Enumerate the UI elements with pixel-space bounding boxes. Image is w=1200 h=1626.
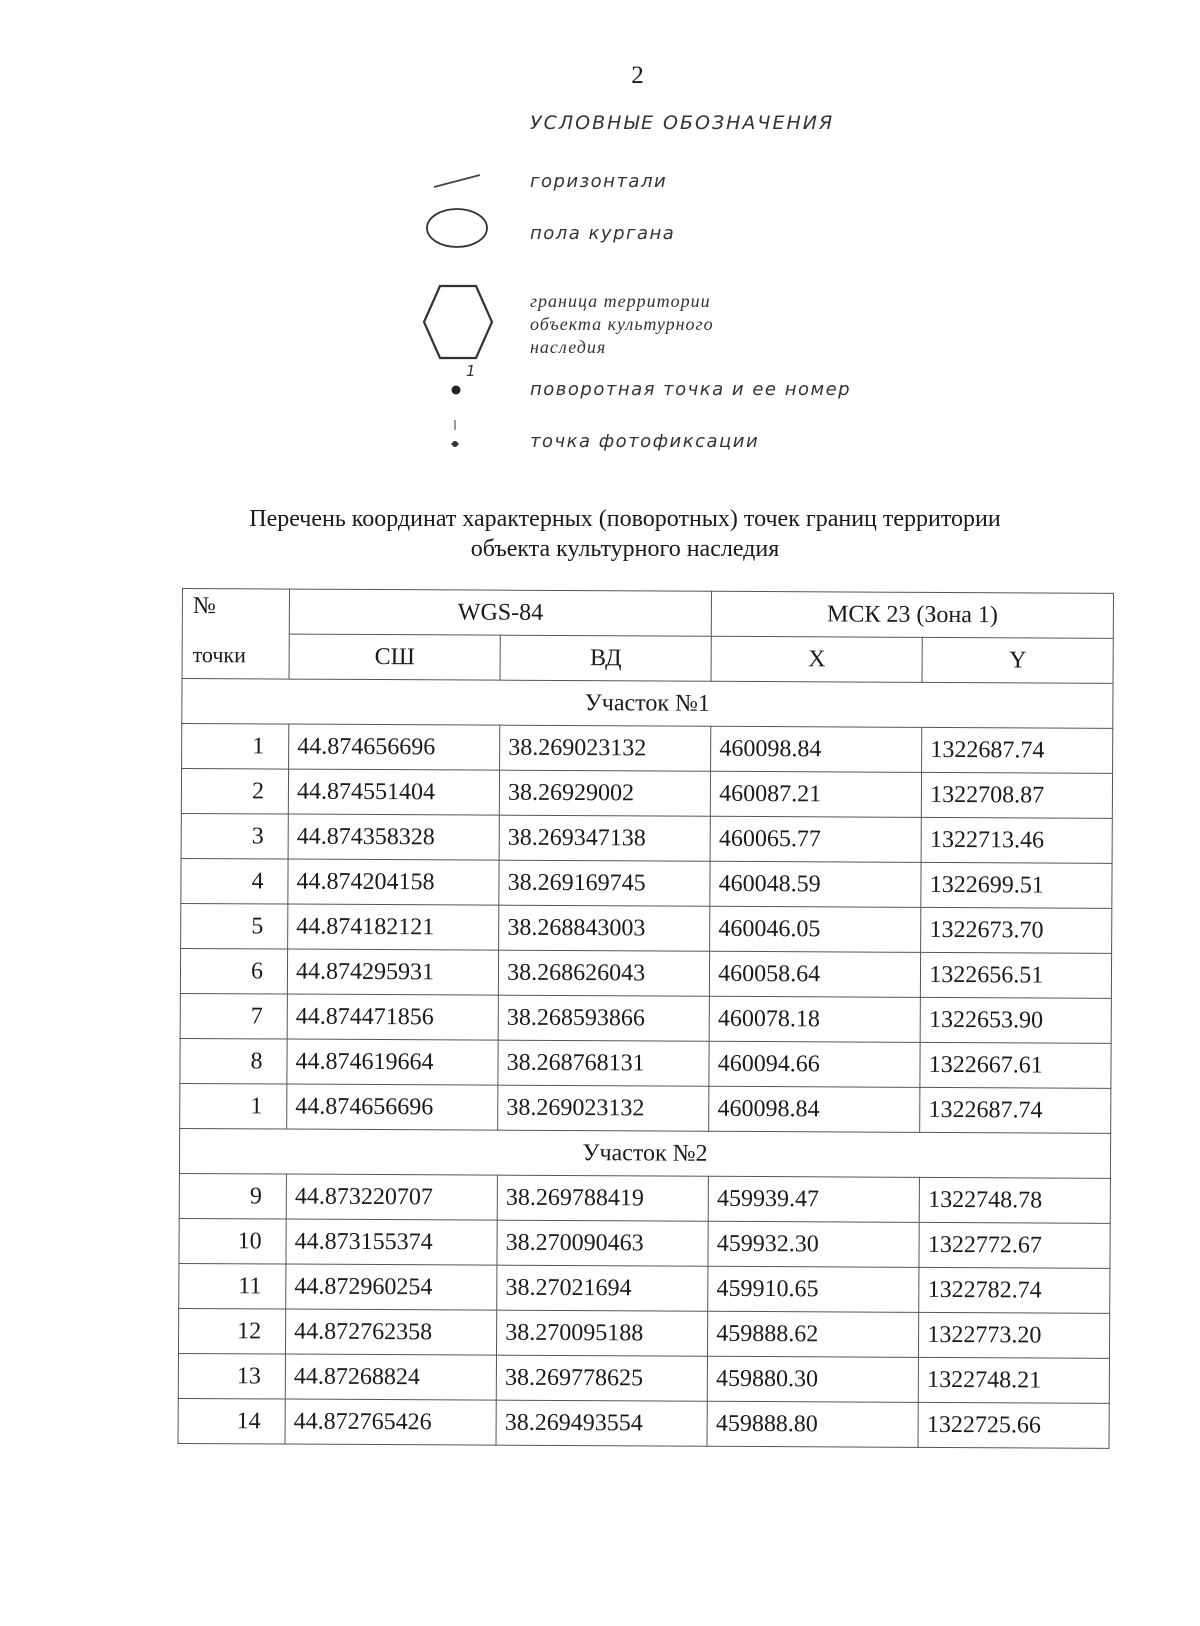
header-y: Y <box>922 637 1113 683</box>
cell-point: 12 <box>178 1308 285 1354</box>
table-row <box>181 903 1112 953</box>
cell-x: 459888.80 <box>707 1401 918 1447</box>
cell-point: 5 <box>181 903 288 949</box>
table-header-row <box>182 589 1113 639</box>
cell-x: 460094.66 <box>709 1041 920 1087</box>
cell-lon: 38.27021694 <box>497 1265 708 1311</box>
header-point-number <box>182 589 290 680</box>
table-row <box>181 769 1112 819</box>
hexagon-boundary-icon <box>420 282 496 362</box>
cell-lon: 38.270095188 <box>497 1310 708 1356</box>
cell-lat: 44.873220707 <box>286 1174 497 1220</box>
cell-x: 459932.30 <box>708 1221 919 1267</box>
cell-x: 460098.84 <box>709 1086 920 1132</box>
section-title: Участок №2 <box>179 1128 1110 1178</box>
cell-y: 1322708.87 <box>922 772 1113 818</box>
cell-point: 13 <box>178 1353 285 1399</box>
coordinates-table <box>178 588 1114 1449</box>
table-subheader-row <box>182 634 1113 684</box>
photo-point-icon <box>448 418 462 452</box>
table-row <box>179 1263 1110 1313</box>
cell-point: 3 <box>181 813 288 859</box>
cell-y: 1322653.90 <box>920 997 1111 1043</box>
cell-y: 1322782.74 <box>919 1267 1110 1313</box>
cell-lat: 44.874656696 <box>287 1084 498 1130</box>
table-row <box>181 858 1112 908</box>
table-row <box>181 813 1112 863</box>
table-row <box>180 993 1111 1043</box>
cell-lon: 38.268768131 <box>498 1040 709 1086</box>
cell-lon: 38.269023132 <box>498 1085 709 1131</box>
turning-point-number: 1 <box>466 362 478 380</box>
cell-x: 460058.64 <box>710 951 921 997</box>
coordinates-table-body <box>178 589 1113 1449</box>
header-point-number-symbol: № <box>192 593 216 620</box>
legend-label-boundary-3: наследия <box>530 337 607 357</box>
cell-y: 1322699.51 <box>921 862 1112 908</box>
header-x: X <box>711 636 922 682</box>
cell-lon: 38.269169745 <box>499 860 710 906</box>
cell-lon: 38.268626043 <box>499 950 710 996</box>
table-row <box>182 724 1113 774</box>
header-point-number-label: точки <box>192 642 246 668</box>
cell-point: 8 <box>180 1038 287 1084</box>
table-row <box>178 1308 1109 1358</box>
cell-x: 460046.05 <box>710 906 921 952</box>
header-longitude: ВД <box>500 635 711 681</box>
cell-point: 1 <box>180 1083 287 1129</box>
legend-label-boundary-1: граница территории <box>530 291 711 311</box>
cell-point: 1 <box>182 724 289 770</box>
cell-y: 1322713.46 <box>921 817 1112 863</box>
cell-point: 7 <box>180 993 287 1039</box>
contour-line-icon <box>432 172 482 190</box>
cell-point: 14 <box>178 1398 285 1444</box>
table-row <box>180 948 1111 998</box>
table-caption <box>150 504 1100 564</box>
cell-lat: 44.872762358 <box>286 1309 497 1355</box>
cell-lat: 44.874204158 <box>288 859 499 905</box>
cell-y: 1322772.67 <box>919 1222 1110 1268</box>
legend-label-contours: горизонтали <box>530 171 668 192</box>
table-caption-line-2: объекта культурного наследия <box>470 536 780 562</box>
table-row <box>180 1038 1111 1088</box>
cell-lat: 44.873155374 <box>286 1219 497 1265</box>
cell-point: 6 <box>180 948 287 994</box>
cell-lon: 38.269493554 <box>496 1400 707 1446</box>
cell-x: 459939.47 <box>708 1176 919 1222</box>
cell-y: 1322673.70 <box>921 907 1112 953</box>
cell-x: 460098.84 <box>711 726 922 772</box>
cell-lon: 38.269347138 <box>499 815 710 861</box>
legend-title: УСЛОВНЫЕ ОБОЗНАЧЕНИЯ <box>530 112 835 134</box>
cell-point: 4 <box>181 858 288 904</box>
cell-lon: 38.268593866 <box>498 995 709 1041</box>
cell-point: 9 <box>179 1173 286 1219</box>
header-latitude: СШ <box>289 634 500 680</box>
cell-lat: 44.874471856 <box>287 994 498 1040</box>
cell-y: 1322667.61 <box>920 1042 1111 1088</box>
legend-label-boundary-2: объекта культурного <box>530 314 714 334</box>
cell-y: 1322748.21 <box>919 1357 1110 1403</box>
legend-label-turning-point: поворотная точка и ее номер <box>530 379 852 400</box>
cell-lon: 38.269023132 <box>500 725 711 771</box>
cell-lon: 38.269778625 <box>496 1355 707 1401</box>
cell-lat: 44.872765426 <box>285 1399 496 1445</box>
cell-x: 459888.62 <box>708 1311 919 1357</box>
cell-lat: 44.874182121 <box>288 904 499 950</box>
cell-lon: 38.268843003 <box>499 905 710 951</box>
legend-label-mound: пола кургана <box>530 223 676 244</box>
cell-lat: 44.872960254 <box>286 1264 497 1310</box>
cell-x: 460065.77 <box>710 816 921 862</box>
cell-x: 459910.65 <box>708 1266 919 1312</box>
cell-lat: 44.874656696 <box>289 724 500 770</box>
cell-y: 1322748.78 <box>919 1177 1110 1223</box>
cell-lat: 44.874295931 <box>287 949 498 995</box>
cell-x: 460087.21 <box>711 771 922 817</box>
cell-x: 460078.18 <box>709 996 920 1042</box>
table-row <box>178 1398 1109 1448</box>
cell-lat: 44.874619664 <box>287 1039 498 1085</box>
cell-point: 11 <box>179 1263 286 1309</box>
header-msk23: МСК 23 (Зона 1) <box>711 591 1113 638</box>
cell-lat: 44.874551404 <box>288 769 499 815</box>
table-caption-line-1: Перечень координат характерных (поворотных) точек границ территории <box>249 506 1001 532</box>
legend-label-photo-point: точка фотофиксации <box>530 431 760 452</box>
cell-y: 1322725.66 <box>918 1402 1109 1448</box>
cell-y: 1322656.51 <box>921 952 1112 998</box>
table-row <box>179 1173 1110 1223</box>
table-row <box>179 1218 1110 1268</box>
cell-x: 460048.59 <box>710 861 921 907</box>
cell-lon: 38.26929002 <box>499 770 710 816</box>
cell-lat: 44.874358328 <box>288 814 499 860</box>
section-row <box>182 679 1113 729</box>
cell-point: 10 <box>179 1218 286 1264</box>
cell-y: 1322687.74 <box>922 727 1113 773</box>
page-number: 2 <box>631 62 644 89</box>
cell-lon: 38.270090463 <box>497 1220 708 1266</box>
cell-x: 459880.30 <box>707 1356 918 1402</box>
cell-y: 1322773.20 <box>919 1312 1110 1358</box>
cell-lat: 44.87268824 <box>285 1354 496 1400</box>
turning-point-icon <box>450 384 462 396</box>
cell-point: 2 <box>181 769 288 815</box>
section-title: Участок №1 <box>182 679 1113 729</box>
mound-ellipse-icon <box>424 206 490 250</box>
cell-lon: 38.269788419 <box>497 1175 708 1221</box>
cell-y: 1322687.74 <box>920 1087 1111 1133</box>
table-row <box>180 1083 1111 1133</box>
section-row <box>179 1128 1110 1178</box>
table-row <box>178 1353 1109 1403</box>
header-wgs84: WGS-84 <box>289 589 711 636</box>
